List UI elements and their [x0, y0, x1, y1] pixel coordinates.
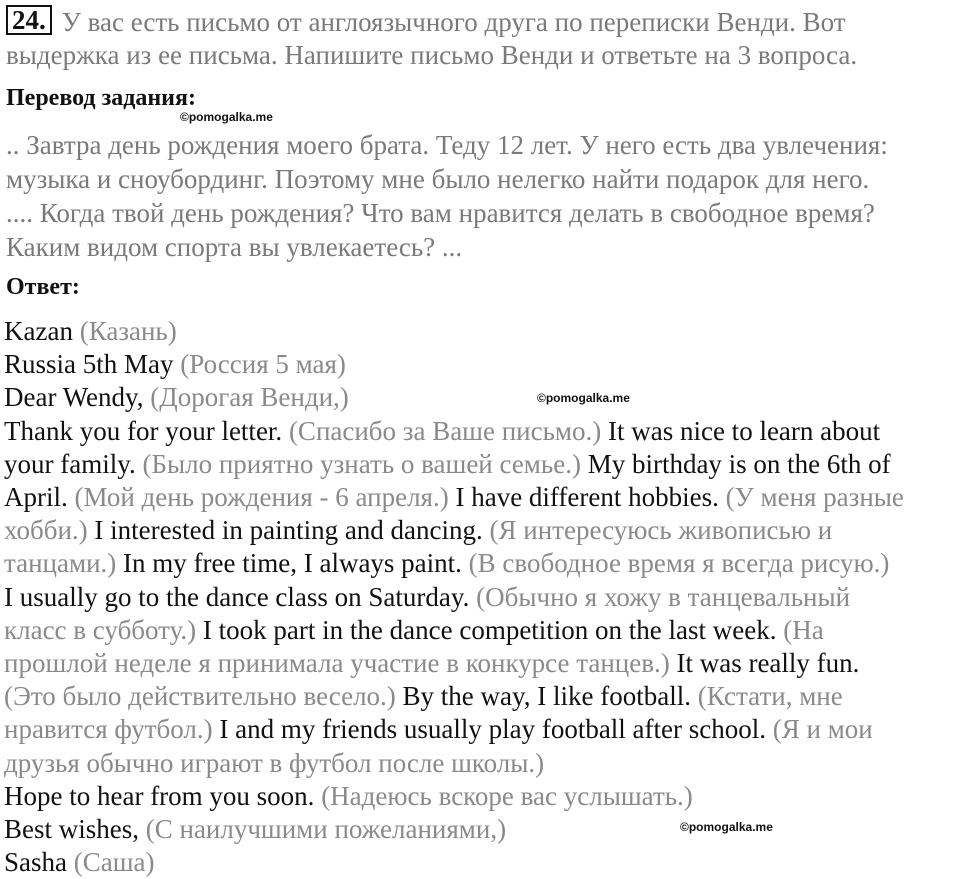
russian-translation: (Я и мои	[772, 714, 873, 745]
english-text: Sasha	[4, 847, 74, 878]
russian-translation: (Кстати, мне	[697, 681, 843, 712]
answer-line	[4, 547, 958, 580]
answer-line	[4, 813, 958, 846]
english-text: I took part in the dance competition on the last week.	[196, 614, 784, 645]
watermark: ©pomogalka.me	[537, 391, 630, 405]
watermark: ©pomogalka.me	[180, 110, 273, 124]
russian-translation: (Казань)	[79, 316, 177, 346]
russian-translation: (Обычно я хожу в танцевальный	[476, 581, 851, 612]
answer-line	[4, 481, 958, 514]
english-text: Kazan	[4, 316, 80, 346]
answer-line	[4, 614, 958, 647]
english-text: By the way, I like football.	[395, 681, 698, 712]
translation-line: .. Завтра день рождения моего брата. Теду 12 лет. У него есть два увлечения:	[6, 130, 888, 160]
english-text: I have different hobbies.	[448, 482, 726, 513]
answer-line	[4, 348, 958, 381]
english-text: Russia 5th May	[4, 349, 181, 380]
answer-line	[4, 780, 958, 813]
english-text: Best wishes,	[4, 814, 146, 845]
answer-line	[4, 415, 958, 448]
russian-translation: хобби.)	[4, 515, 88, 546]
english-text: It was really fun.	[669, 648, 860, 679]
task-text: У вас есть письмо от англоязычного друга по переписки Венди. Вот выдержка из ее письма. Напишите письмо Венди и ответьте на 3 вопроса.	[6, 7, 858, 70]
translation-text	[6, 128, 958, 264]
russian-translation: (У меня разные	[725, 482, 904, 513]
english-text: April.	[4, 482, 75, 513]
answer-line	[4, 315, 958, 348]
answer-heading: Ответ:	[6, 274, 80, 300]
russian-translation: танцами.)	[4, 548, 117, 579]
russian-translation: друзья обычно играют в футбол после школы.)	[4, 747, 545, 778]
answer-line	[4, 647, 958, 680]
answer-line	[4, 448, 958, 481]
answer-line	[4, 846, 958, 879]
watermark: ©pomogalka.me	[680, 820, 773, 834]
english-text: I interested in painting and dancing.	[87, 515, 490, 546]
english-text: I usually go to the dance class on Saturday.	[4, 581, 477, 612]
answer-line	[4, 713, 958, 746]
translation-line: музыка и сноубординг. Поэтому мне было нелегко найти подарок для него.	[6, 164, 870, 194]
russian-translation: (Дорогая Венди,)	[150, 382, 349, 413]
task-statement	[6, 6, 956, 72]
answer-line	[4, 581, 958, 614]
english-text: In my free time, I always paint.	[116, 548, 469, 579]
answer-line	[4, 680, 958, 713]
russian-translation: (Это было действительно весело.)	[4, 681, 396, 712]
translation-heading: Перевод задания:	[6, 85, 196, 111]
translation-line: .... Когда твой день рождения? Что вам нравится делать в свободное время?	[6, 198, 875, 228]
english-text: It was nice to learn about	[601, 415, 881, 446]
task-number: 24.	[6, 5, 52, 35]
russian-translation: (Надеюсь вскоре вас услышать.)	[321, 780, 693, 811]
russian-translation: нравится футбол.)	[4, 714, 213, 745]
english-text: Hope to hear from you soon.	[4, 780, 322, 811]
answer-line	[4, 747, 958, 780]
english-text: Dear Wendy,	[4, 382, 151, 413]
russian-translation: (Саша)	[73, 847, 155, 878]
russian-translation: (На	[783, 614, 824, 645]
answer-line	[4, 381, 958, 414]
answer-letter	[4, 315, 958, 879]
russian-translation: (Мой день рождения - 6 апреля.)	[74, 482, 449, 513]
english-text: My birthday is on the 6th of	[580, 448, 891, 479]
english-text: I and my friends usually play football after school.	[212, 714, 773, 745]
russian-translation: (Спасибо за Ваше письмо.)	[288, 415, 602, 446]
russian-translation: (Было приятно узнать о вашей семье.)	[142, 448, 581, 479]
russian-translation: (Я интересуюсь живописью и	[489, 515, 833, 546]
english-text: your family.	[4, 448, 143, 479]
russian-translation: класс в субботу.)	[4, 614, 197, 645]
answer-line	[4, 514, 958, 547]
russian-translation: (В свободное время я всегда рисую.)	[468, 548, 890, 579]
russian-translation: прошлой неделе я принимала участие в конкурсе танцев.)	[4, 648, 670, 679]
english-text: Thank you for your letter.	[4, 415, 289, 446]
russian-translation: (С наилучшими пожеланиями,)	[145, 814, 507, 845]
russian-translation: (Россия 5 мая)	[180, 349, 346, 380]
translation-line: Каким видом спорта вы увлекаетесь? ...	[6, 232, 463, 262]
